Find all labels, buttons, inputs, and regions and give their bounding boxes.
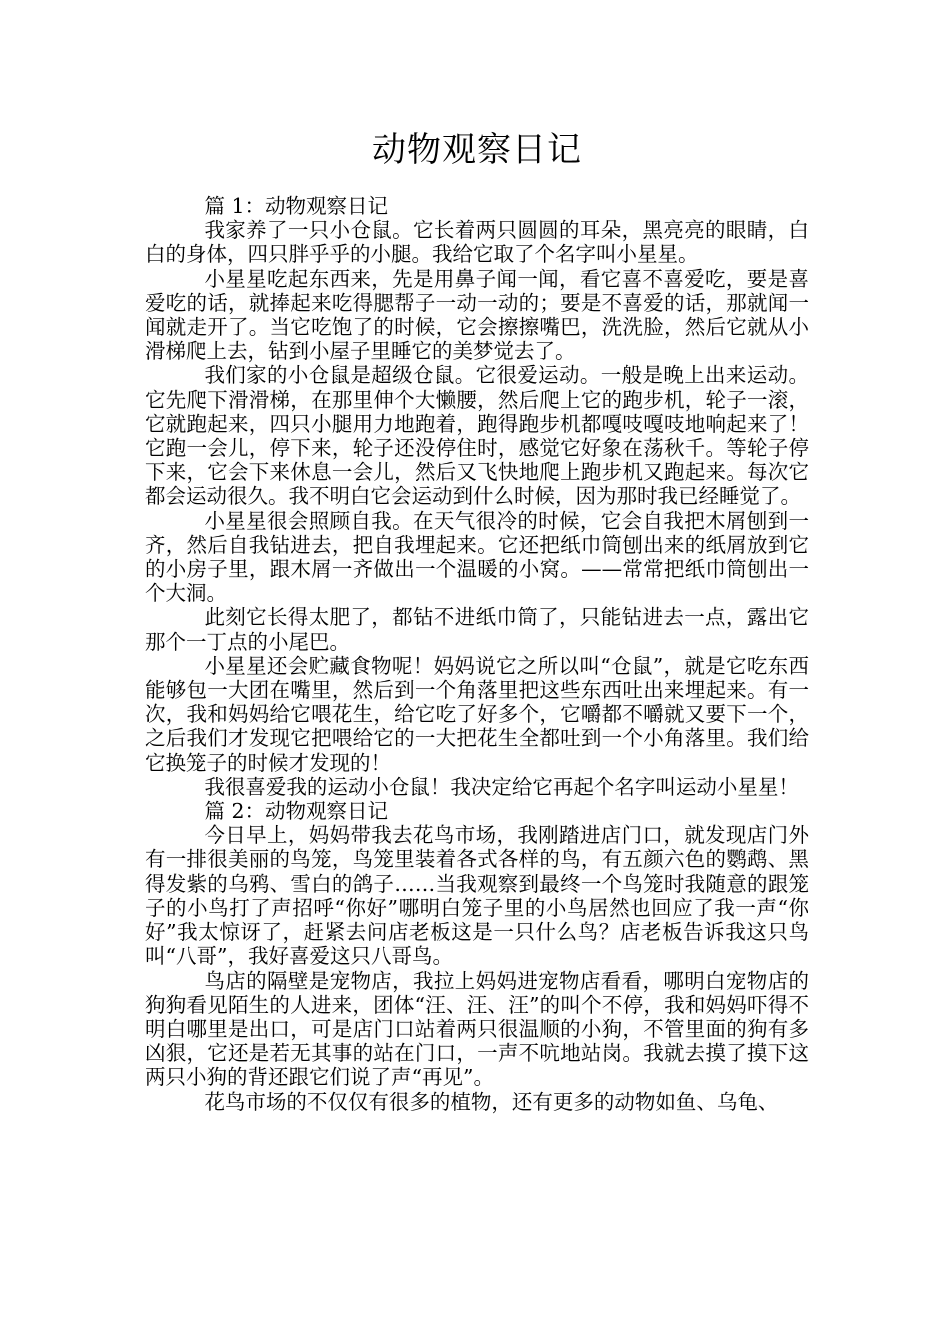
- paragraph: 小星星很会照顾自我。在天气很冷的时候，它会自我把木屑刨到一齐，然后自我钻进去，把自我埋起来。它还把纸巾筒刨出来的纸屑放到它的小房子里，跟木屑一齐做出一个温暖的小窝。——常常把纸巾筒刨出一个大洞。: [145, 508, 809, 606]
- paragraph: 鸟店的隔壁是宠物店，我拉上妈妈进宠物店看看，哪明白宠物店的狗狗看见陌生的人进来，团体“汪、汪、汪”的叫个不停，我和妈妈吓得不明白哪里是出口，可是店门口站着两只很温顺的小狗，不管里面的狗有多凶狠，它还是若无其事的站在门口，一声不吭地站岗。我就去摸了摸下这两只小狗的背还跟它们说了声“再见”。: [145, 968, 809, 1090]
- paragraph: 小星星吃起东西来，先是用鼻子闻一闻，看它喜不喜爱吃，要是喜爱吃的话，就捧起来吃得腮帮子一动一动的；要是不喜爱的话，那就闻一闻就走开了。当它吃饱了的时候，它会擦擦嘴巴，洗洗脸，然后它就从小滑梯爬上去，钻到小屋子里睡它的美梦觉去了。: [145, 266, 809, 364]
- paragraph: 此刻它长得太肥了，都钻不进纸巾筒了，只能钻进去一点，露出它那个一丁点的小尾巴。: [145, 605, 809, 654]
- paragraph: 我们家的小仓鼠是超级仓鼠。它很爱运动。一般是晚上出来运动。它先爬下滑滑梯，在那里伸个大懒腰，然后爬上它的跑步机，轮子一滚，它就跑起来，四只小腿用力地跑着，跑得跑步机都嘎吱嘎吱地响起来了！它跑一会儿，停下来，轮子还没停住时，感觉它好象在荡秋千。等轮子停下来，它会下来休息一会儿，然后又飞快地爬上跑步机又跑起来。每次它都会运动很久。我不明白它会运动到什么时候，因为那时我已经睡觉了。: [145, 363, 809, 509]
- document-title: 动物观察日记: [372, 130, 582, 170]
- paragraph: 我很喜爱我的运动小仓鼠！我决定给它再起个名字叫运动小星星！: [204, 774, 799, 799]
- paragraph: 小星星还会贮藏食物呢！妈妈说它之所以叫“仓鼠”，就是它吃东西能够包一大团在嘴里，然后到一个角落里把这些东西吐出来埋起来。有一次，我和妈妈给它喂花生，给它吃了好多个，它嚼都不嚼就又要下一个，之后我们才发现它把喂给它的一大把花生全都吐到一个小角落里。我们给它换笼子的时候才发现的！: [145, 653, 809, 775]
- document-body: [145, 194, 809, 1114]
- paragraph: 今日早上，妈妈带我去花鸟市场，我刚踏进店门口，就发现店门外有一排很美丽的鸟笼，鸟笼里装着各式各样的鸟，有五颜六色的鹦鹉、黑得发紫的乌鸦、雪白的鸽子……当我观察到最终一个鸟笼时我随意的跟笼子的小鸟打了声招呼“你好”哪明白笼子里的小鸟居然也回应了我一声“你好”我太惊讶了，赶紧去问店老板这是一只什么鸟？店老板告诉我这只鸟叫“八哥”，我好喜爱这只八哥鸟。: [145, 823, 809, 969]
- section-heading-2: 篇 2：动物观察日记: [204, 799, 388, 824]
- paragraph: 花鸟市场的不仅仅有很多的植物，还有更多的动物如鱼、乌龟、: [204, 1089, 779, 1114]
- section-heading-1: 篇 1：动物观察日记: [204, 194, 388, 218]
- paragraph: 我家养了一只小仓鼠。它长着两只圆圆的耳朵，黑亮亮的眼睛，白白的身体，四只胖乎乎的小腿。我给它取了个名字叫小星星。: [145, 218, 809, 267]
- document-page: [145, 120, 809, 1114]
